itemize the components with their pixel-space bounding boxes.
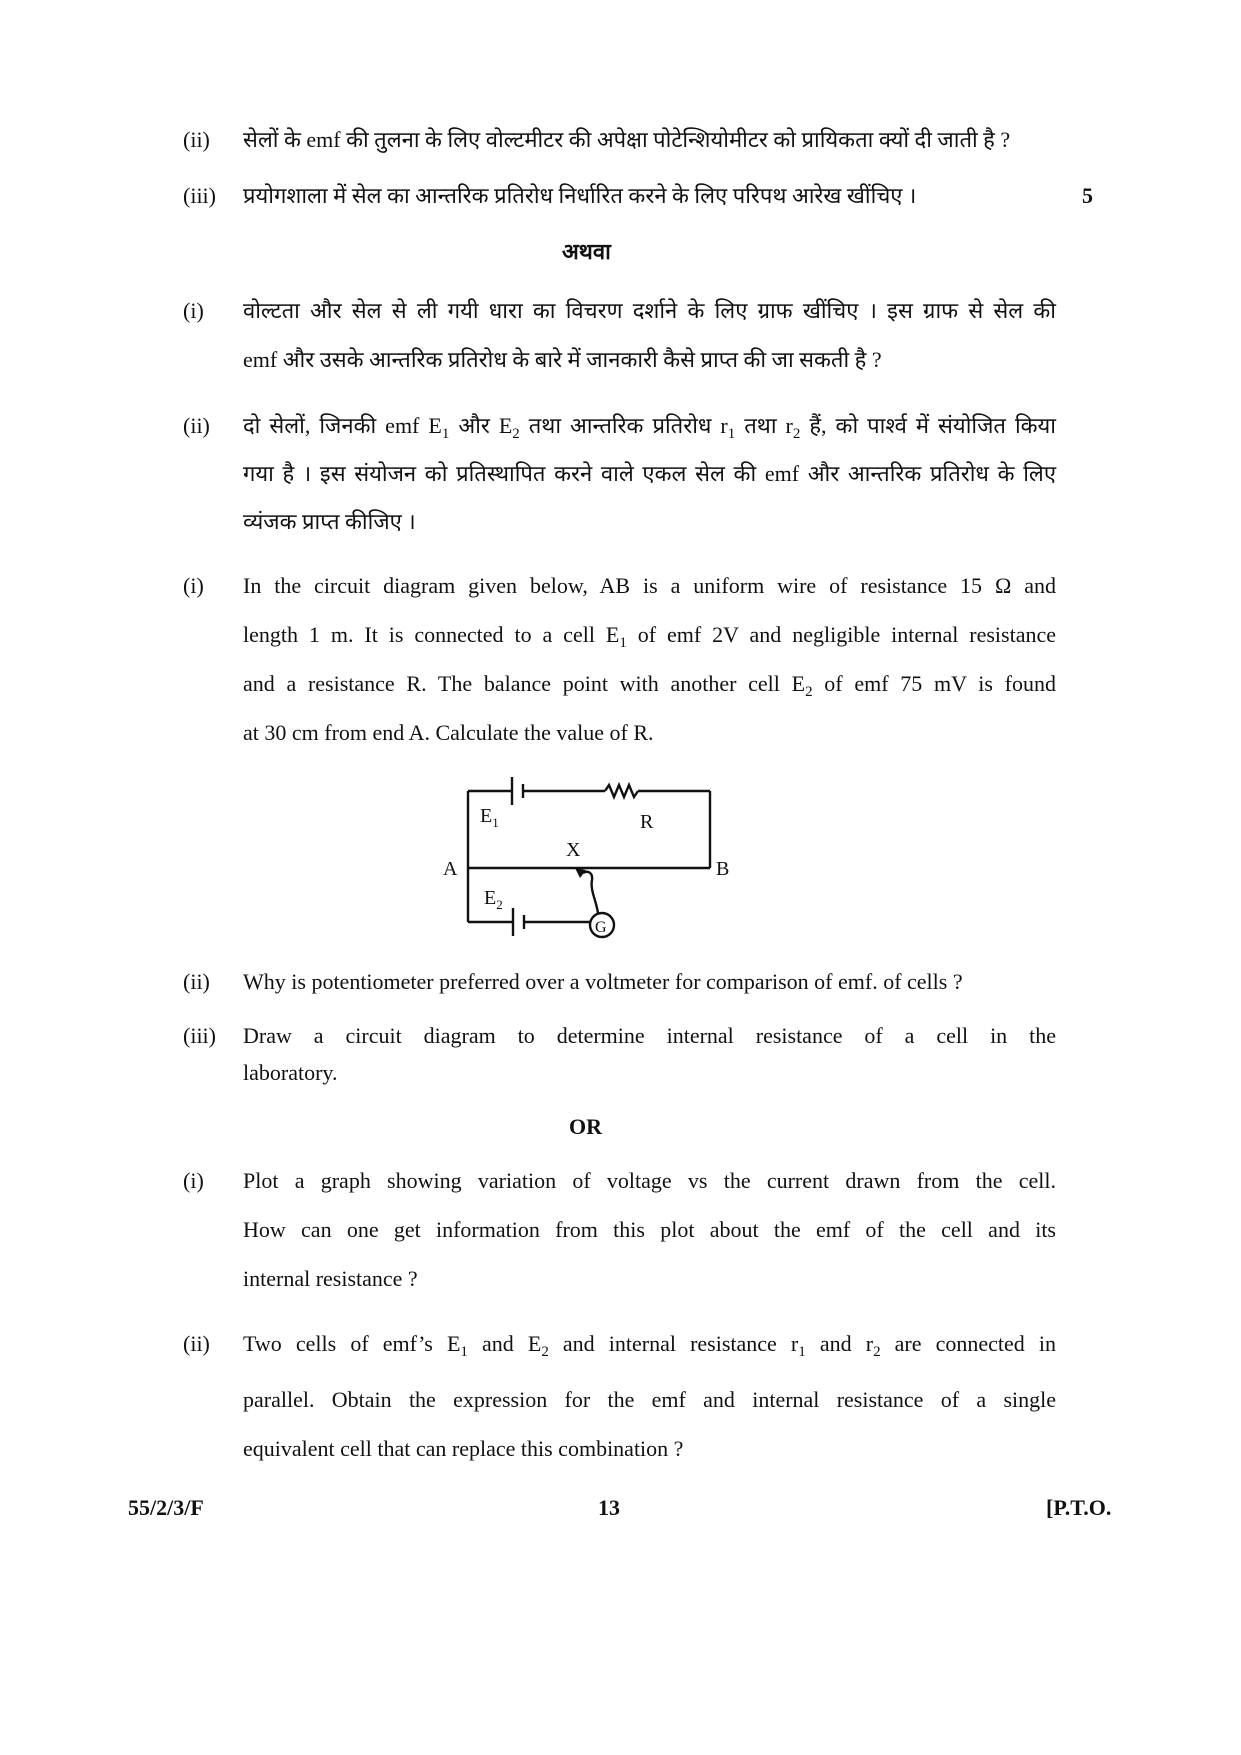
hindi-alt-ii-number: (ii) [183,413,210,438]
label-e2: $E_2$ [484,887,503,912]
alt-i-line-1: Plot a graph showing variation of voltage vs the current drawn from the cell. [243,1168,1056,1193]
q-ii-text: Why is potentiometer preferred over a voltmeter for comparison of emf. of cells ? [243,969,963,994]
label-x: X [566,839,581,861]
hindi-q-ii-text: सेलों के emf की तुलना के लिए वोल्टमीटर की अपेक्षा पोटेन्शियोमीटर को प्रायिकता क्यों दी जाती है ? [243,127,1011,152]
alt-i-line-3: internal resistance ? [243,1266,418,1291]
hindi-q-iii-text: प्रयोगशाला में सेल का आन्तरिक प्रतिरोध निर्धारित करने के लिए परिपथ आरेख खींचिए । [243,183,917,208]
alt-ii-line-2: parallel. Obtain the expression for the emf and internal resistance of a single [243,1387,1056,1412]
or-label: OR [569,1114,602,1139]
hindi-alt-ii-line-1: दो सेलों, जिनकी emf $E_1$ और $E_2$ तथा आन्तरिक प्रतिरोध $r_1$ तथा $r_2$ हैं, को पार्श्व में संयोजित किया [243,413,1057,442]
alt-ii-line-1: Two cells of emf’s $E_1$ and $E_2$ and internal resistance $r_1$ and $r_2$ are connected in [243,1331,1057,1360]
hindi-or-label: अथवा [562,239,611,264]
hindi-q-iii-number: (iii) [183,183,216,208]
q-ii-number: (ii) [183,969,210,994]
alt-ii-number: (ii) [183,1331,210,1356]
q-iii-number: (iii) [183,1023,216,1048]
alt-i-number: (i) [183,1168,204,1193]
q-iii-line-2: laboratory. [243,1060,338,1085]
label-b: B [716,858,730,880]
resistor-r [605,785,638,797]
hindi-alt-ii-line-2: गया है । इस संयोजन को प्रतिस्थापित करने वाले एकल सेल की emf और आन्तरिक प्रतिरोध के लिए [243,461,1056,486]
footer-pto: [P.T.O. [1046,1495,1112,1520]
footer-page-number: 13 [598,1495,620,1520]
alt-ii-line-3: equivalent cell that can replace this combination ? [243,1436,684,1461]
hindi-alt-ii-line-3: व्यंजक प्राप्त कीजिए । [243,509,416,534]
q-i-line-1: In the circuit diagram given below, AB is a uniform wire of resistance 15 Ω and [243,573,1056,598]
potentiometer-circuit-diagram [440,760,730,945]
hindi-q-ii-number: (ii) [183,127,210,152]
jockey-wire [583,872,598,913]
label-e1: $E_1$ [480,805,499,830]
hindi-alt-i-number: (i) [183,298,204,323]
footer-paper-code: 55/2/3/F [128,1495,204,1520]
marks: 5 [1082,183,1093,208]
alt-i-line-2: How can one get information from this plot about the emf of the cell and its [243,1217,1056,1242]
label-r: R [640,811,654,833]
q-i-line-2: length 1 m. It is connected to a cell $E_1$ of emf 2V and negligible internal resistance [243,622,1056,651]
label-a: A [443,858,458,880]
hindi-alt-i-line-1: वोल्टता और सेल से ली गयी धारा का विचरण दर्शाने के लिए ग्राफ खींचिए । इस ग्राफ से सेल की [243,298,1056,323]
hindi-alt-i-line-2: emf और उसके आन्तरिक प्रतिरोध के बारे में जानकारी कैसे प्राप्त की जा सकती है ? [243,347,882,372]
q-i-number: (i) [183,573,204,598]
q-i-line-4: at 30 cm from end A. Calculate the value of R. [243,720,654,745]
q-iii-line-1: Draw a circuit diagram to determine internal resistance of a cell in the [243,1023,1056,1048]
label-g: G [595,919,607,936]
q-i-line-3: and a resistance R. The balance point with another cell $E_2$ of emf 75 mV is found [243,671,1056,700]
